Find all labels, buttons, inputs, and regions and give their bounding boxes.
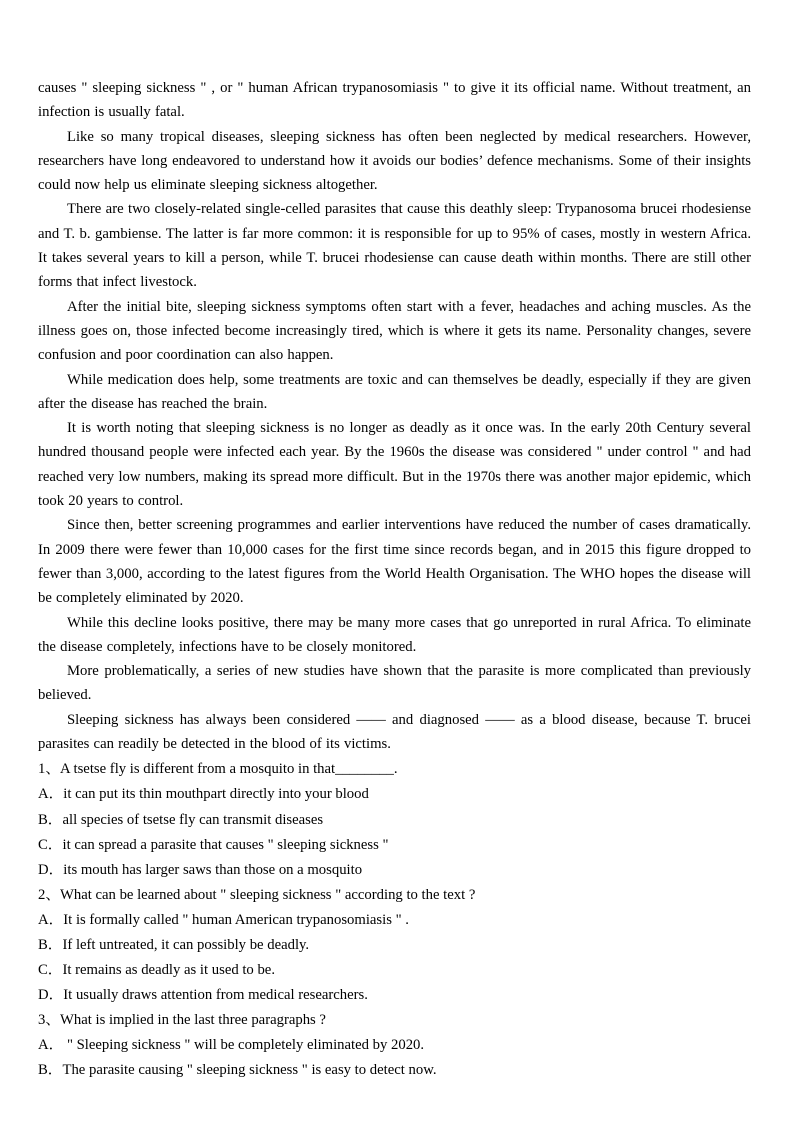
question-3-stem: 3、What is implied in the last three paragraphs ? — [38, 1012, 326, 1029]
question-2-option-d: D．It usually draws attention from medical researchers. — [38, 987, 368, 1004]
question-1-option-a: A．it can put its thin mouthpart directly into your blood — [38, 786, 369, 803]
question-2-option-c: C．It remains as deadly as it used to be. — [38, 962, 275, 979]
question-1-option-c: C．it can spread a parasite that causes " sleeping sickness " — [38, 836, 389, 853]
question-1-option-b: B．all species of tsetse fly can transmit diseases — [38, 811, 324, 828]
question-3-option-a: A． " Sleeping sickness " will be completely eliminated by 2020. — [38, 1037, 425, 1054]
paragraph-symptoms: After the initial bite, sleeping sickness symptoms often start with a fever, headaches and aching muscles. As the illness goes on, those infected become increasingly tired, which is where it gets its name. Personality changes, severe confusion and poor coordination can also happen. — [38, 298, 751, 364]
question-2-stem: 2、What can be learned about " sleeping sickness " according to the text ? — [38, 886, 476, 903]
paragraph-blood-disease: Sleeping sickness has always been considered —— and diagnosed —— as a blood disease, because T. brucei parasites can readily be detected in the blood of its victims. — [38, 711, 751, 753]
question-1-stem: 1、A tsetse fly is different from a mosquito in that________. — [38, 761, 398, 778]
question-2-option-a: A．It is formally called " human American trypanosomiasis " . — [38, 911, 409, 928]
paragraph-medication: While medication does help, some treatments are toxic and can themselves be deadly, especially if they are given after the disease has reached the brain. — [38, 371, 751, 412]
paragraph-new-studies: More problematically, a series of new studies have shown that the parasite is more complicated than previously believed. — [38, 663, 751, 704]
paragraph-history: It is worth noting that sleeping sickness is no longer as deadly as it once was. In the early 20th Century several hundred thousand people were infected each year. By the 1960s the disease was considered " under control " and had reached very low numbers, making its spread more difficult. But in the 1970s there was another major epidemic, which took 20 years to control. — [38, 420, 751, 510]
reading-passage — [38, 76, 751, 1084]
question-1-option-d: D．its mouth has larger saws than those on a mosquito — [38, 861, 363, 878]
questions-section — [38, 757, 751, 1083]
question-2-option-b: B．If left untreated, it can possibly be deadly. — [38, 936, 310, 953]
paragraph-screening: Since then, better screening programmes and earlier interventions have reduced the number of cases dramatically. In 2009 there were fewer than 10,000 cases for the first time since records began, and in 2015 this figure dropped to fewer than 3,000, according to the latest figures from the World Health Organisation. The WHO hopes the disease will be completely eliminated by 2020. — [38, 517, 751, 607]
paragraph-continuation: causes " sleeping sickness " , or " human African trypanosomiasis " to give it its official name. Without treatment, an infection is usually fatal. — [38, 80, 751, 121]
paragraph-neglected-disease: Like so many tropical diseases, sleeping sickness has often been neglected by medical researchers. However, researchers have long endeavored to understand how it avoids our bodies’ defence mechanisms. Some of their insights could now help us eliminate sleeping sickness altogether. — [38, 128, 751, 194]
question-3-option-b: B．The parasite causing " sleeping sickness " is easy to detect now. — [38, 1062, 437, 1079]
paragraph-two-parasites: There are two closely-related single-celled parasites that cause this deathly sleep: Trypanosoma brucei rhodesiense and T. b. gambiense. The latter is far more common: it is responsible for up to 95% of cases, mostly in western Africa. It takes several years to kill a person, while T. brucei rhodesiense can cause death within months. There are still other forms that infect livestock. — [38, 201, 751, 291]
paragraph-decline: While this decline looks positive, there may be many more cases that go unreported in rural Africa. To eliminate the disease completely, infections have to be closely monitored. — [38, 614, 751, 655]
